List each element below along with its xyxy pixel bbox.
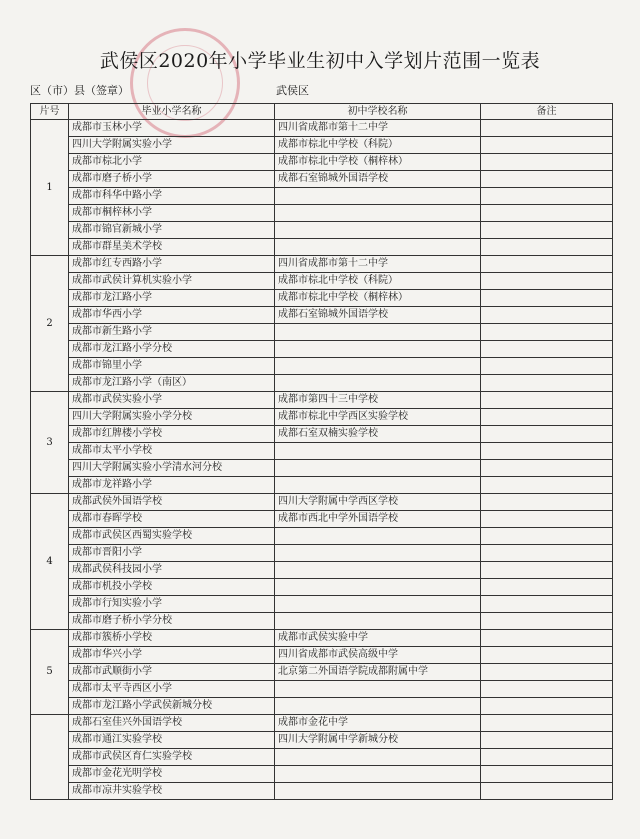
primary-school-cell: 成都市龙江路小学（南区）: [69, 375, 275, 392]
remarks-cell: [481, 528, 613, 545]
middle-school-cell: 四川大学附属中学新城分校: [275, 732, 481, 749]
middle-school-cell: [275, 460, 481, 477]
primary-school-cell: 成都市武侯实验小学: [69, 392, 275, 409]
primary-school-cell: 成都市磨子桥小学: [69, 171, 275, 188]
primary-school-cell: 成都市龙江路小学武侯新城分校: [69, 698, 275, 715]
middle-school-cell: [275, 477, 481, 494]
primary-school-cell: 成都市机投小学校: [69, 579, 275, 596]
table-row: [31, 494, 613, 511]
zone-number: 4: [31, 494, 69, 630]
table-row: [31, 766, 613, 783]
table-row: [31, 120, 613, 137]
remarks-cell: [481, 120, 613, 137]
table-row: [31, 341, 613, 358]
middle-school-cell: 成都石室双楠实验学校: [275, 426, 481, 443]
primary-school-cell: 成都市武侯区西蜀实验学校: [69, 528, 275, 545]
primary-school-cell: 成都市玉林小学: [69, 120, 275, 137]
remarks-cell: [481, 562, 613, 579]
remarks-cell: [481, 783, 613, 800]
remarks-cell: [481, 664, 613, 681]
primary-school-cell: 成都市红专西路小学: [69, 256, 275, 273]
header-primary-school: 毕业小学名称: [69, 104, 275, 120]
primary-school-cell: 成都市华西小学: [69, 307, 275, 324]
table-row: [31, 239, 613, 256]
table-row: [31, 307, 613, 324]
primary-school-cell: 四川大学附属实验小学分校: [69, 409, 275, 426]
primary-school-cell: 成都市棕北小学: [69, 154, 275, 171]
middle-school-cell: [275, 324, 481, 341]
remarks-cell: [481, 460, 613, 477]
remarks-cell: [481, 205, 613, 222]
remarks-cell: [481, 392, 613, 409]
primary-school-cell: 成都市华兴小学: [69, 647, 275, 664]
table-row: [31, 681, 613, 698]
middle-school-cell: [275, 188, 481, 205]
middle-school-cell: 北京第二外国语学院成都附属中学: [275, 664, 481, 681]
middle-school-cell: 成都市棕北中学校（科院）: [275, 137, 481, 154]
middle-school-cell: [275, 698, 481, 715]
middle-school-cell: 成都市棕北中学西区实验学校: [275, 409, 481, 426]
middle-school-cell: [275, 613, 481, 630]
remarks-cell: [481, 222, 613, 239]
middle-school-cell: 四川省成都市武侯高级中学: [275, 647, 481, 664]
primary-school-cell: 成都市晋阳小学: [69, 545, 275, 562]
middle-school-cell: [275, 528, 481, 545]
remarks-cell: [481, 307, 613, 324]
primary-school-cell: 成都市红牌楼小学校: [69, 426, 275, 443]
table-row: [31, 511, 613, 528]
remarks-cell: [481, 239, 613, 256]
header-remarks: 备注: [481, 104, 613, 120]
primary-school-cell: 成都武侯外国语学校: [69, 494, 275, 511]
middle-school-cell: [275, 205, 481, 222]
middle-school-cell: [275, 375, 481, 392]
zone-number: 2: [31, 256, 69, 392]
table-row: [31, 749, 613, 766]
table-row: [31, 443, 613, 460]
header-middle-school: 初中学校名称: [275, 104, 481, 120]
middle-school-cell: [275, 749, 481, 766]
remarks-cell: [481, 579, 613, 596]
middle-school-cell: 四川大学附属中学西区学校: [275, 494, 481, 511]
primary-school-cell: 四川大学附属实验小学: [69, 137, 275, 154]
table-row: [31, 630, 613, 647]
remarks-cell: [481, 443, 613, 460]
middle-school-cell: 成都市武侯实验中学: [275, 630, 481, 647]
table-row: [31, 375, 613, 392]
middle-school-cell: [275, 681, 481, 698]
document-title: 武侯区2020年小学毕业生初中入学划片范围一览表: [99, 50, 541, 72]
primary-school-cell: 成都市武侯计算机实验小学: [69, 273, 275, 290]
table-row: [31, 358, 613, 375]
remarks-cell: [481, 613, 613, 630]
middle-school-cell: 成都市棕北中学校（桐梓林）: [275, 290, 481, 307]
remarks-cell: [481, 732, 613, 749]
table-row: [31, 545, 613, 562]
primary-school-cell: 成都市武侯区育仁实验学校: [69, 749, 275, 766]
primary-school-cell: 四川大学附属实验小学清水河分校: [69, 460, 275, 477]
table-row: [31, 324, 613, 341]
primary-school-cell: 成都市武顺街小学: [69, 664, 275, 681]
table-row: [31, 409, 613, 426]
middle-school-cell: 四川省成都市第十二中学: [275, 256, 481, 273]
remarks-cell: [481, 409, 613, 426]
remarks-cell: [481, 426, 613, 443]
header-zone-number: 片号: [31, 104, 69, 120]
district-line: [30, 82, 610, 96]
table-row: [31, 460, 613, 477]
table-row: [31, 222, 613, 239]
remarks-cell: [481, 681, 613, 698]
zone-number: 5: [31, 630, 69, 715]
remarks-cell: [481, 375, 613, 392]
middle-school-cell: [275, 562, 481, 579]
middle-school-cell: 成都市棕北中学校（桐梓林）: [275, 154, 481, 171]
table-row: [31, 205, 613, 222]
table-row: [31, 664, 613, 681]
zone-number: 1: [31, 120, 69, 256]
primary-school-cell: 成都市锦官新城小学: [69, 222, 275, 239]
middle-school-cell: 成都市第四十三中学校: [275, 392, 481, 409]
primary-school-cell: 成都市太平寺西区小学: [69, 681, 275, 698]
primary-school-cell: 成都市桐梓林小学: [69, 205, 275, 222]
primary-school-cell: 成都市春晖学校: [69, 511, 275, 528]
zoning-table-body: [31, 120, 613, 800]
remarks-cell: [481, 256, 613, 273]
remarks-cell: [481, 358, 613, 375]
middle-school-cell: [275, 222, 481, 239]
table-row: [31, 188, 613, 205]
remarks-cell: [481, 545, 613, 562]
table-row: [31, 698, 613, 715]
remarks-cell: [481, 171, 613, 188]
table-row: [31, 426, 613, 443]
zone-number: 3: [31, 392, 69, 494]
middle-school-cell: [275, 443, 481, 460]
remarks-cell: [481, 749, 613, 766]
remarks-cell: [481, 341, 613, 358]
remarks-cell: [481, 630, 613, 647]
middle-school-cell: [275, 783, 481, 800]
primary-school-cell: 成都市凉井实验学校: [69, 783, 275, 800]
primary-school-cell: 成都市行知实验小学: [69, 596, 275, 613]
primary-school-cell: 成都市簇桥小学校: [69, 630, 275, 647]
primary-school-cell: 成都市锦里小学: [69, 358, 275, 375]
table-row: [31, 171, 613, 188]
table-row: [31, 647, 613, 664]
remarks-cell: [481, 137, 613, 154]
primary-school-cell: 成都市通江实验学校: [69, 732, 275, 749]
middle-school-cell: [275, 358, 481, 375]
remarks-cell: [481, 290, 613, 307]
middle-school-cell: 成都市棕北中学校（科院）: [275, 273, 481, 290]
remarks-cell: [481, 596, 613, 613]
remarks-cell: [481, 324, 613, 341]
remarks-cell: [481, 766, 613, 783]
middle-school-cell: 成都市金花中学: [275, 715, 481, 732]
table-row: [31, 137, 613, 154]
header-row: [31, 104, 613, 120]
remarks-cell: [481, 273, 613, 290]
primary-school-cell: 成都市群星美术学校: [69, 239, 275, 256]
zoning-table: [30, 103, 613, 800]
table-row: [31, 579, 613, 596]
middle-school-cell: [275, 579, 481, 596]
middle-school-cell: 成都石室锦城外国语学校: [275, 171, 481, 188]
remarks-cell: [481, 698, 613, 715]
table-row: [31, 596, 613, 613]
middle-school-cell: [275, 341, 481, 358]
primary-school-cell: 成都市龙江路小学分校: [69, 341, 275, 358]
middle-school-cell: [275, 766, 481, 783]
middle-school-cell: 四川省成都市第十二中学: [275, 120, 481, 137]
primary-school-cell: 成都市金花光明学校: [69, 766, 275, 783]
zone-number: [31, 715, 69, 800]
table-row: [31, 392, 613, 409]
middle-school-cell: 成都市西北中学外国语学校: [275, 511, 481, 528]
primary-school-cell: 成都市科华中路小学: [69, 188, 275, 205]
middle-school-cell: [275, 596, 481, 613]
table-row: [31, 154, 613, 171]
remarks-cell: [481, 511, 613, 528]
primary-school-cell: 成都市太平小学校: [69, 443, 275, 460]
middle-school-cell: 成都石室锦城外国语学校: [275, 307, 481, 324]
primary-school-cell: 成都市磨子桥小学分校: [69, 613, 275, 630]
table-row: [31, 528, 613, 545]
remarks-cell: [481, 647, 613, 664]
table-row: [31, 783, 613, 800]
remarks-cell: [481, 154, 613, 171]
district-label: 区（市）县（签章）: [30, 84, 129, 97]
remarks-cell: [481, 188, 613, 205]
primary-school-cell: 成都市新生路小学: [69, 324, 275, 341]
district-value: 武侯区: [276, 84, 309, 97]
middle-school-cell: [275, 239, 481, 256]
middle-school-cell: [275, 545, 481, 562]
table-row: [31, 715, 613, 732]
table-row: [31, 562, 613, 579]
remarks-cell: [481, 494, 613, 511]
table-row: [31, 290, 613, 307]
primary-school-cell: 成都市龙江路小学: [69, 290, 275, 307]
primary-school-cell: 成都市龙祥路小学: [69, 477, 275, 494]
table-row: [31, 256, 613, 273]
table-row: [31, 477, 613, 494]
table-row: [31, 732, 613, 749]
primary-school-cell: 成都石室佳兴外国语学校: [69, 715, 275, 732]
primary-school-cell: 成都武侯科技园小学: [69, 562, 275, 579]
remarks-cell: [481, 715, 613, 732]
table-row: [31, 613, 613, 630]
table-row: [31, 273, 613, 290]
remarks-cell: [481, 477, 613, 494]
